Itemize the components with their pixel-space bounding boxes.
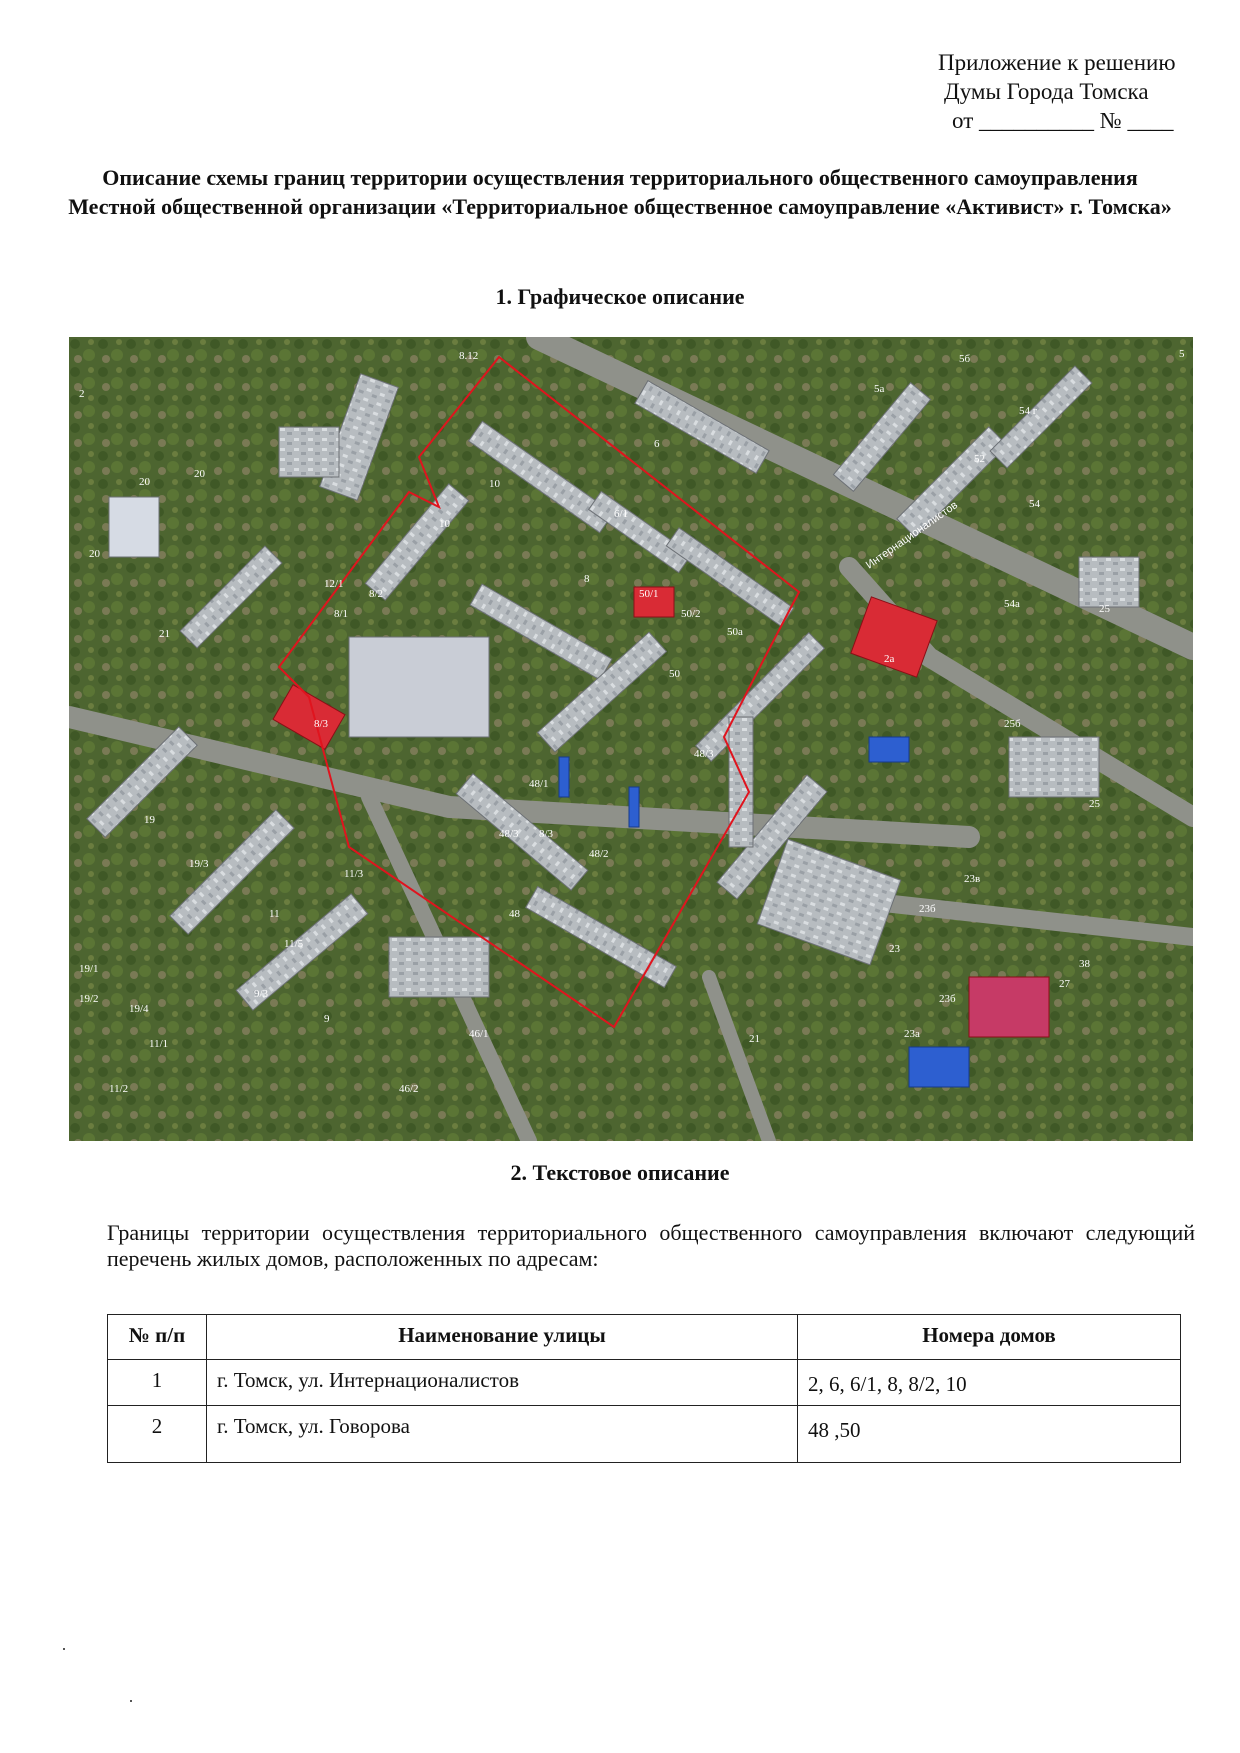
map-street-label: Интернационалистов (863, 499, 961, 572)
header-number: № п/п (108, 1315, 207, 1360)
map-building-number: 23а (904, 1028, 920, 1040)
map-building-number: 48/1 (529, 778, 549, 790)
map-building-number: 8/1 (334, 608, 349, 620)
map-building-number: 5a (874, 383, 885, 395)
map-building-number: 6/1 (614, 508, 629, 520)
map-building-number: 21 (159, 628, 170, 640)
table-row (108, 1360, 1181, 1406)
map-building-number: 20 (194, 468, 205, 480)
scan-speck (63, 1648, 65, 1650)
map-building-number: 19/3 (189, 858, 209, 870)
map-building-number: 46/2 (399, 1083, 419, 1095)
map-building-number: 23б (919, 903, 936, 915)
map-building-number: 54a (1004, 598, 1020, 610)
section-text-heading: 2. Текстовое описание (510, 1160, 730, 1185)
map-building-number: 10 (489, 478, 500, 490)
map-building-number: 21 (749, 1033, 760, 1045)
map-building-number: 2a (884, 653, 895, 665)
boundary-paragraph-text: Границы территории осуществления территориального общественного самоуправления включают следующий перечень жилых домов, расположенных по адресам: (107, 1220, 1195, 1271)
map-building-number: 50/1 (639, 588, 659, 600)
map-building-number: 50a (727, 626, 743, 638)
approval-line-2: Думы Города Томска (944, 79, 1149, 104)
row-number: 1 (108, 1360, 207, 1406)
map-building-number: 9/3 (254, 988, 269, 1000)
map-building-number: 10 (439, 518, 450, 530)
map-building-number: 11/5 (284, 938, 304, 950)
map-building-number: 8.12 (459, 350, 479, 362)
map-building-number: 19 (144, 814, 155, 826)
row-street: г. Томск, ул. Интернационалистов (207, 1360, 798, 1406)
map-building-number: 11/3 (344, 868, 364, 880)
map-building-number: 8/3 (539, 828, 554, 840)
header-house-numbers: Номера домов (798, 1315, 1181, 1360)
aerial-map-svg (69, 337, 1193, 1141)
approval-line-3: от __________ № ____ (952, 108, 1174, 133)
map-building-number: 48/3 (694, 748, 714, 760)
row-house-numbers: 48 ,50 (798, 1406, 1181, 1463)
map-building-number: 52 (974, 453, 985, 465)
map-building-number: 11/1 (149, 1038, 169, 1050)
map-building-number: 20 (139, 476, 150, 488)
map-building-number: 19/2 (79, 993, 99, 1005)
map-building-number: 23б (939, 993, 956, 1005)
map-building-number: 27 (1059, 978, 1070, 990)
map-building-number: 8/2 (369, 588, 384, 600)
map-building-number: 54 г (1019, 405, 1038, 417)
approval-line-1: Приложение к решению (938, 50, 1176, 75)
map-building-number: 38 (1079, 958, 1090, 970)
map-building-number: 23в (964, 873, 981, 885)
map-building-number: 5 (1179, 348, 1185, 360)
map-building-number: 54 (1029, 498, 1040, 510)
map-building-number: 6 (654, 438, 660, 450)
map-building-number: 5б (959, 353, 971, 365)
section-graphic-heading: 1. Графическое описание (495, 284, 745, 309)
map-building-number: 50 (669, 668, 680, 680)
table-row (108, 1406, 1181, 1463)
map-building-number: 48 (509, 908, 520, 920)
row-street: г. Томск, ул. Говорова (207, 1406, 798, 1463)
row-house-numbers: 2, 6, 6/1, 8, 8/2, 10 (798, 1360, 1181, 1406)
map-building-number: 25 (1089, 798, 1100, 810)
map-building-number: 9 (324, 1013, 330, 1025)
aerial-map (69, 337, 1193, 1141)
header-street: Наименование улицы (207, 1315, 798, 1360)
map-building-number: 23 (889, 943, 900, 955)
map-building-number: 25б (1004, 718, 1021, 730)
map-building-number: 19/4 (129, 1003, 149, 1015)
map-building-number: 11/2 (109, 1083, 129, 1095)
map-building-number: 11 (269, 908, 280, 920)
map-building-number: 25 (1099, 603, 1110, 615)
map-building-number: 2 (79, 388, 85, 400)
map-building-number: 46/1 (469, 1028, 489, 1040)
approval-note (938, 48, 1176, 135)
table-header-row (108, 1315, 1181, 1360)
address-table (107, 1314, 1181, 1463)
scan-speck (130, 1700, 132, 1702)
map-building-number: 12/1 (324, 578, 344, 590)
row-number: 2 (108, 1406, 207, 1463)
map-building-number: 8/3 (314, 718, 329, 730)
map-building-number: 50/2 (681, 608, 701, 620)
map-building-number: 19/1 (79, 963, 99, 975)
document-title: Описание схемы границ территории осуществления территориального общественного самоуправления Местной общественной организации «Территориальное общественное самоуправление «Активист» г. Томска» (68, 165, 1172, 219)
map-building-number: 8 (584, 573, 590, 585)
boundary-paragraph (107, 1220, 1195, 1272)
map-building-number: 20 (89, 548, 100, 560)
map-building-number: 48/2 (589, 848, 609, 860)
map-building-number: 48/3 (499, 828, 519, 840)
